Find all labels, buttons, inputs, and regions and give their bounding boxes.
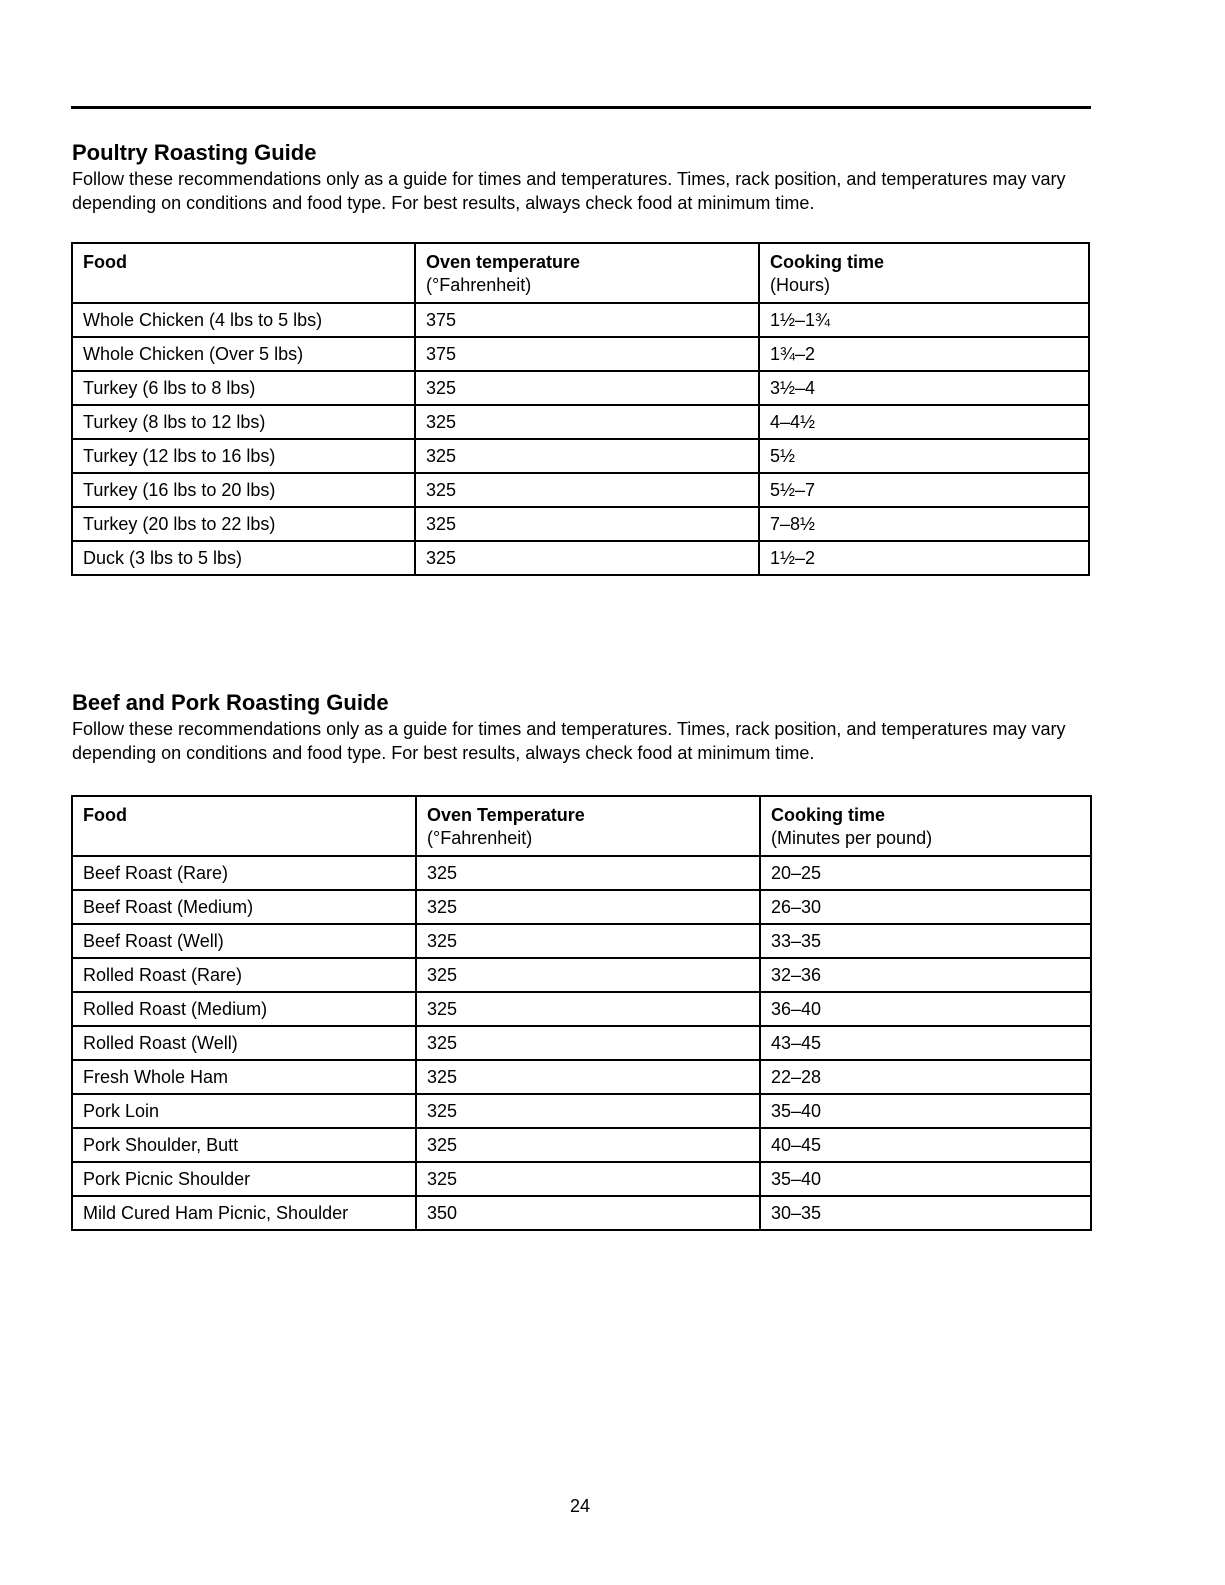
beef-pork-cell-food: Beef Roast (Well) — [72, 924, 416, 958]
poultry-table-row — [72, 337, 1089, 371]
beef-pork-cell-temp: 325 — [416, 890, 760, 924]
beef-pork-table-row — [72, 958, 1091, 992]
beef-pork-cell-food: Beef Roast (Rare) — [72, 856, 416, 890]
beef-pork-cell-time: 20–25 — [760, 856, 1091, 890]
poultry-cell-time: 5½ — [759, 439, 1089, 473]
poultry-header-food — [72, 243, 415, 303]
poultry-table — [71, 242, 1090, 576]
beef-pork-cell-time: 26–30 — [760, 890, 1091, 924]
poultry-cell-time: 1½–2 — [759, 541, 1089, 575]
poultry-cell-time: 1½–1¾ — [759, 303, 1089, 337]
beef-pork-cell-temp: 350 — [416, 1196, 760, 1230]
poultry-header-time-unit: (Hours) — [770, 275, 831, 295]
poultry-cell-food: Turkey (20 lbs to 22 lbs) — [72, 507, 415, 541]
beef-pork-cell-temp: 325 — [416, 992, 760, 1026]
poultry-cell-temp: 325 — [415, 371, 759, 405]
beef-pork-table — [71, 795, 1092, 1231]
beef-pork-section — [72, 689, 1092, 765]
poultry-table-row — [72, 439, 1089, 473]
poultry-table-row — [72, 303, 1089, 337]
beef-pork-header-time-unit: (Minutes per pound) — [771, 828, 933, 848]
poultry-cell-food: Whole Chicken (Over 5 lbs) — [72, 337, 415, 371]
beef-pork-cell-temp: 325 — [416, 1162, 760, 1196]
beef-pork-intro: Follow these recommendations only as a guide for times and temperatures. Times, rack position, and temperatures may vary depending on conditions and food type. For best results, always check food at minimum time. — [72, 719, 1066, 763]
beef-pork-cell-food: Pork Picnic Shoulder — [72, 1162, 416, 1196]
poultry-cell-time: 1¾–2 — [759, 337, 1089, 371]
poultry-table-row — [72, 405, 1089, 439]
beef-pork-table-row — [72, 1128, 1091, 1162]
poultry-cell-temp: 325 — [415, 439, 759, 473]
beef-pork-cell-food: Rolled Roast (Medium) — [72, 992, 416, 1026]
beef-pork-title: Beef and Pork Roasting Guide — [72, 690, 389, 715]
poultry-cell-temp: 325 — [415, 405, 759, 439]
top-rule — [71, 106, 1091, 109]
poultry-cell-food: Duck (3 lbs to 5 lbs) — [72, 541, 415, 575]
poultry-title: Poultry Roasting Guide — [72, 140, 317, 165]
poultry-table-row — [72, 541, 1089, 575]
poultry-table-row — [72, 473, 1089, 507]
beef-pork-cell-food: Pork Shoulder, Butt — [72, 1128, 416, 1162]
beef-pork-cell-time: 40–45 — [760, 1128, 1091, 1162]
beef-pork-header-temp — [416, 796, 760, 856]
poultry-cell-time: 5½–7 — [759, 473, 1089, 507]
poultry-cell-food: Turkey (12 lbs to 16 lbs) — [72, 439, 415, 473]
poultry-cell-temp: 325 — [415, 473, 759, 507]
beef-pork-table-row — [72, 1026, 1091, 1060]
beef-pork-cell-time: 35–40 — [760, 1162, 1091, 1196]
poultry-cell-food: Turkey (6 lbs to 8 lbs) — [72, 371, 415, 405]
poultry-table-row — [72, 507, 1089, 541]
poultry-cell-temp: 325 — [415, 507, 759, 541]
poultry-table-row — [72, 371, 1089, 405]
beef-pork-table-row — [72, 924, 1091, 958]
beef-pork-cell-temp: 325 — [416, 924, 760, 958]
beef-pork-cell-time: 32–36 — [760, 958, 1091, 992]
poultry-cell-temp: 375 — [415, 303, 759, 337]
beef-pork-cell-time: 43–45 — [760, 1026, 1091, 1060]
poultry-table-body — [72, 303, 1089, 575]
poultry-header-row — [72, 243, 1089, 303]
beef-pork-table-row — [72, 1060, 1091, 1094]
beef-pork-table-row — [72, 1094, 1091, 1128]
beef-pork-cell-food: Rolled Roast (Well) — [72, 1026, 416, 1060]
beef-pork-table-row — [72, 992, 1091, 1026]
poultry-intro: Follow these recommendations only as a guide for times and temperatures. Times, rack position, and temperatures may vary depending on conditions and food type. For best results, always check food at minimum time. — [72, 169, 1066, 213]
poultry-cell-time: 3½–4 — [759, 371, 1089, 405]
beef-pork-header-food — [72, 796, 416, 856]
beef-pork-cell-food: Rolled Roast (Rare) — [72, 958, 416, 992]
beef-pork-cell-food: Mild Cured Ham Picnic, Shoulder — [72, 1196, 416, 1230]
poultry-cell-time: 7–8½ — [759, 507, 1089, 541]
beef-pork-header-time-label: Cooking time — [771, 805, 886, 825]
beef-pork-cell-time: 33–35 — [760, 924, 1091, 958]
beef-pork-header-temp-label: Oven Temperature — [427, 805, 585, 825]
beef-pork-cell-food: Fresh Whole Ham — [72, 1060, 416, 1094]
poultry-cell-food: Whole Chicken (4 lbs to 5 lbs) — [72, 303, 415, 337]
beef-pork-header-food-label: Food — [83, 805, 127, 825]
beef-pork-cell-temp: 325 — [416, 1128, 760, 1162]
beef-pork-header-temp-unit: (°Fahrenheit) — [427, 828, 533, 848]
beef-pork-table-row — [72, 1196, 1091, 1230]
beef-pork-cell-time: 30–35 — [760, 1196, 1091, 1230]
beef-pork-cell-time: 36–40 — [760, 992, 1091, 1026]
poultry-cell-food: Turkey (8 lbs to 12 lbs) — [72, 405, 415, 439]
beef-pork-cell-food: Pork Loin — [72, 1094, 416, 1128]
poultry-section — [72, 139, 1092, 215]
poultry-cell-temp: 375 — [415, 337, 759, 371]
beef-pork-cell-temp: 325 — [416, 1026, 760, 1060]
page-number: 24 — [569, 1496, 591, 1516]
beef-pork-cell-food: Beef Roast (Medium) — [72, 890, 416, 924]
beef-pork-cell-time: 35–40 — [760, 1094, 1091, 1128]
beef-pork-cell-temp: 325 — [416, 1094, 760, 1128]
poultry-header-food-label: Food — [83, 252, 127, 272]
beef-pork-table-body — [72, 856, 1091, 1230]
beef-pork-cell-temp: 325 — [416, 958, 760, 992]
beef-pork-header-time — [760, 796, 1091, 856]
poultry-header-temp-label: Oven temperature — [426, 252, 581, 272]
poultry-header-temp — [415, 243, 759, 303]
poultry-cell-temp: 325 — [415, 541, 759, 575]
beef-pork-header-row — [72, 796, 1091, 856]
beef-pork-cell-temp: 325 — [416, 856, 760, 890]
beef-pork-cell-temp: 325 — [416, 1060, 760, 1094]
beef-pork-cell-time: 22–28 — [760, 1060, 1091, 1094]
poultry-cell-time: 4–4½ — [759, 405, 1089, 439]
poultry-header-time — [759, 243, 1089, 303]
beef-pork-table-row — [72, 856, 1091, 890]
beef-pork-table-row — [72, 1162, 1091, 1196]
beef-pork-table-row — [72, 890, 1091, 924]
poultry-cell-food: Turkey (16 lbs to 20 lbs) — [72, 473, 415, 507]
poultry-header-time-label: Cooking time — [770, 252, 885, 272]
poultry-header-temp-unit: (°Fahrenheit) — [426, 275, 532, 295]
